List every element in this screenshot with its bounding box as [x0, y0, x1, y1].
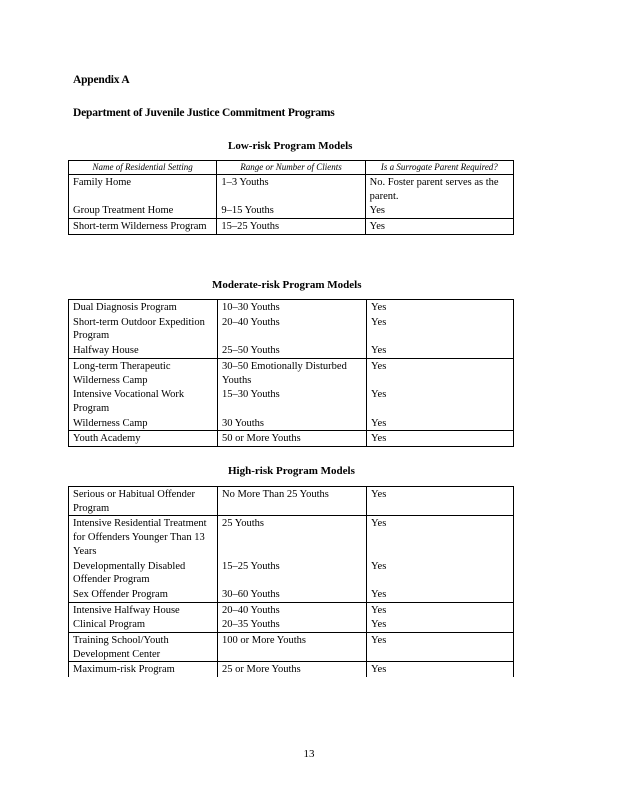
table-header-row [69, 161, 514, 175]
high-risk-table [68, 486, 514, 677]
low-risk-heading: Low-risk Program Models [228, 140, 353, 152]
header-name: Name of Residential Setting [69, 161, 217, 175]
table-row: Long-term Therapeutic Wilderness Camp 30–50 Emotionally Disturbed Youths Yes [69, 358, 514, 387]
header-surrogate: Is a Surrogate Parent Required? [365, 161, 513, 175]
table-row: Clinical Program 20–35 Youths Yes [69, 617, 514, 632]
table-row: Maximum-risk Program 25 or More Youths Yes [69, 662, 514, 677]
page-title: Department of Juvenile Justice Commitment Programs [73, 107, 335, 119]
table-row: Developmentally Disabled Offender Program 15–25 Youths Yes [69, 559, 514, 587]
table-row: Short-term Wilderness Program 15–25 Youths Yes [69, 219, 514, 235]
moderate-risk-table [68, 299, 514, 447]
moderate-risk-heading: Moderate-risk Program Models [212, 279, 362, 291]
table-row: Dual Diagnosis Program 10–30 Youths Yes [69, 300, 514, 315]
table-row: Sex Offender Program 30–60 Youths Yes [69, 587, 514, 602]
table-row: Wilderness Camp 30 Youths Yes [69, 416, 514, 431]
table-row: Intensive Halfway House 20–40 Youths Yes [69, 602, 514, 617]
header-range: Range or Number of Clients [217, 161, 365, 175]
table-row: Family Home 1–3 Youths No. Foster parent serves as the parent. [69, 175, 514, 204]
table-row: Intensive Residential Treatment for Offenders Younger Than 13 Years 25 Youths Yes [69, 516, 514, 559]
table-row: Halfway House 25–50 Youths Yes [69, 343, 514, 358]
appendix-label: Appendix A [73, 74, 130, 86]
table-row: Youth Academy 50 or More Youths Yes [69, 431, 514, 447]
table-row: Group Treatment Home 9–15 Youths Yes [69, 203, 514, 218]
high-risk-heading: High-risk Program Models [228, 465, 355, 477]
table-row: Serious or Habitual Offender Program No More Than 25 Youths Yes [69, 487, 514, 516]
table-row: Training School/Youth Development Center 100 or More Youths Yes [69, 633, 514, 662]
table-row: Intensive Vocational Work Program 15–30 Youths Yes [69, 387, 514, 415]
page-number: 13 [303, 748, 315, 760]
low-risk-table [68, 160, 514, 235]
table-row: Short-term Outdoor Expedition Program 20–40 Youths Yes [69, 315, 514, 343]
